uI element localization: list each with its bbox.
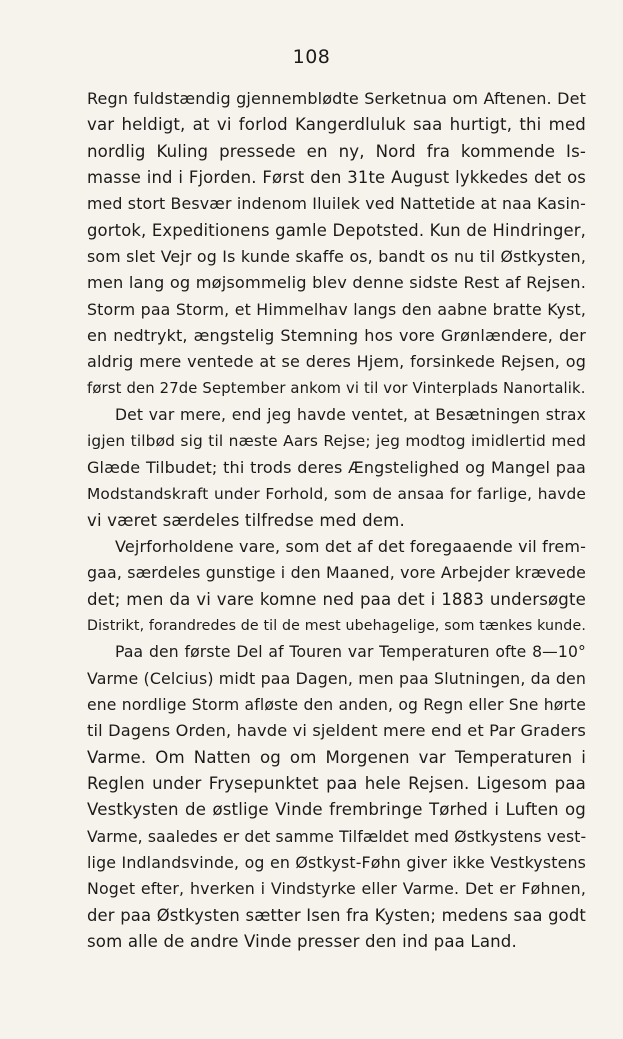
text-line: Regn fuldstændig gjennemblødte Serketnua om Aftenen. Det bbox=[87, 89, 586, 108]
text-line: Paa den første Del af Touren var Temperaturen ofte 8—10° bbox=[115, 643, 586, 662]
text-line: vi været særdeles tilfredse med dem. bbox=[87, 510, 405, 530]
text-line: med stort Besvær indenom Iluilek ved Nattetide at naa Kasin- bbox=[87, 194, 586, 214]
text-line: Varme. Om Natten og om Morgenen var Temperaturen i bbox=[87, 747, 586, 767]
text-line: Glæde Tilbudet; thi trods deres Ængstelighed og Mangel paa bbox=[87, 457, 586, 477]
text-line: Varme, saaledes er det samme Tilfældet med Østkystens vest- bbox=[87, 827, 587, 846]
text-line: igjen tilbød sig til næste Aars Rejse; jeg modtog imidlertid med bbox=[87, 432, 586, 451]
text-line: til Dagens Orden, havde vi sjeldent mere end et Par Graders bbox=[87, 721, 586, 741]
text-line: ene nordlige Storm afløste den anden, og Regn eller Sne hørte bbox=[87, 695, 586, 714]
text-line: der paa Østkysten sætter Isen fra Kysten; medens saa godt bbox=[87, 905, 586, 925]
text-line: Modstandskraft under Forhold, som de ansaa for farlige, havde bbox=[87, 485, 586, 504]
text-line: Vejrforholdene vare, som det af det foregaaende vil frem- bbox=[115, 536, 586, 556]
text-line: Noget efter, hverken i Vindstyrke eller Varme. Det er Føhnen, bbox=[87, 879, 586, 899]
body-text bbox=[87, 86, 586, 955]
text-line: Vestkysten de østlige Vinde frembringe Tørhed i Luften og bbox=[87, 800, 586, 820]
text-line: masse ind i Fjorden. Først den 31te August lykkedes det os bbox=[87, 168, 586, 188]
text-line: en nedtrykt, ængstelig Stemning hos vore Grønlændere, der bbox=[87, 326, 586, 346]
text-line: gortok, Expeditionens gamle Depotsted. Kun de Hindringer, bbox=[87, 220, 586, 240]
text-line: men lang og møjsommelig blev denne sidste Rest af Rejsen. bbox=[87, 273, 586, 293]
text-line: Reglen under Frysepunktet paa hele Rejsen. Ligesom paa bbox=[87, 773, 586, 793]
text-line: aldrig mere ventede at se deres Hjem, forsinkede Rejsen, og bbox=[87, 352, 586, 372]
text-line: gaa, særdeles gunstige i den Maaned, vore Arbejder krævede bbox=[87, 563, 586, 583]
page-number: 108 bbox=[292, 46, 331, 68]
text-line: Distrikt, forandredes de til de mest ubehagelige, som tænkes kunde. bbox=[87, 617, 587, 634]
text-line: Storm paa Storm, et Himmelhav langs den aabne bratte Kyst, bbox=[87, 299, 586, 319]
text-line: nordlig Kuling pressede en ny, Nord fra kommende Is- bbox=[87, 141, 586, 161]
text-line: først den 27de September ankom vi til vor Vinterplads Nanortalik. bbox=[87, 379, 586, 397]
text-line: Varme (Celcius) midt paa Dagen, men paa Slutningen, da den bbox=[87, 668, 587, 688]
text-line: det; men da vi vare komne ned paa det i 1883 undersøgte bbox=[87, 589, 586, 609]
text-line: som alle de andre Vinde presser den ind paa Land. bbox=[87, 932, 517, 951]
text-line: som slet Vejr og Is kunde skaffe os, bandt os nu til Østkysten, bbox=[87, 247, 586, 267]
text-line: Det var mere, end jeg havde ventet, at Besætningen strax bbox=[115, 406, 586, 425]
text-line: var heldigt, at vi forlod Kangerdluluk saa hurtigt, thi med bbox=[87, 115, 586, 135]
text-line: lige Indlandsvinde, og en Østkyst-Føhn giver ikke Vestkystens bbox=[87, 852, 586, 872]
